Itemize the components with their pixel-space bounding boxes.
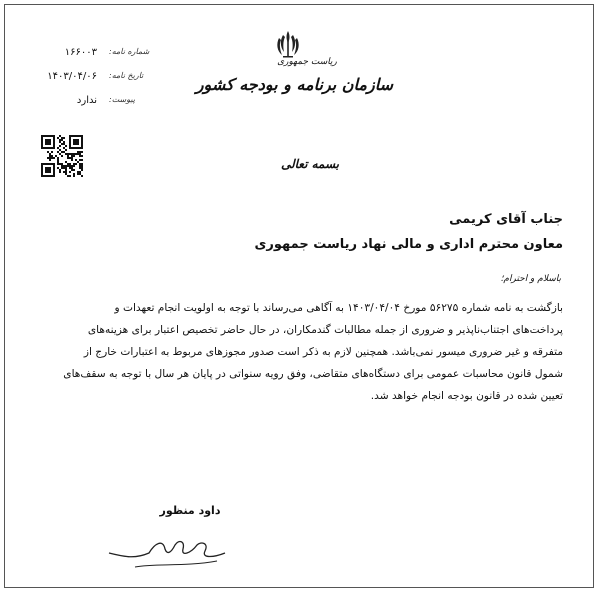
presidency-label: ریاست جمهوری (277, 57, 337, 67)
body-line: پرداخت‌های اجتناب‌ناپذیر و ضروری از جمله مطالبات گندمکاران، در حال حاضر تخصیص اعتبار برای هزینه‌های (87, 324, 563, 336)
body-line: بازگشت به نامه شماره ۵۶۲۷۵ مورخ ۱۴۰۳/۰۴/۰۴ به آگاهی می‌رساند با توجه به اولویت انجام تعهدات و (114, 302, 563, 314)
letter-body (25, 297, 563, 407)
signer-name: داود منظور (159, 504, 221, 517)
letter-page (4, 4, 594, 588)
body-line: متفرقه و غیر ضروری میسور نمی‌باشد. همچنین لازم به ذکر است صدور مجوزهای مربوط به اعتبارات خارج از (83, 346, 563, 358)
body-line: تعیین شده در قانون بودجه انجام خواهد شد. (370, 390, 563, 402)
signature-icon (105, 523, 235, 573)
greeting: باسلام و احترام؛ (500, 274, 561, 284)
letter-attachment-label: پیوست: (109, 95, 136, 104)
qr-code-icon (41, 135, 83, 177)
body-line: شمول قانون محاسبات عمومی برای دستگاه‌های متقاضی، وفق رویه سنواتی در پایان هر سال با توجه به سقف‌های (63, 368, 563, 380)
recipient-title: معاون محترم اداری و مالی نهاد ریاست جمهوری (254, 237, 563, 252)
letter-number-label: شماره نامه: (109, 47, 150, 56)
letter-date-value: ۱۴۰۳/۰۴/۰۶ (47, 71, 97, 82)
letter-attachment-value: ندارد (76, 95, 97, 106)
iran-emblem-icon (275, 29, 301, 59)
letter-number-value: ۱۶۶۰۰۳ (64, 47, 97, 58)
basmala-heading: بسمه تعالی (280, 157, 340, 171)
organization-name: سازمان برنامه و بودجه کشور (195, 75, 393, 94)
letter-date-label: تاریخ نامه: (109, 71, 144, 80)
recipient-name: جناب آقای کریمی (449, 212, 563, 227)
